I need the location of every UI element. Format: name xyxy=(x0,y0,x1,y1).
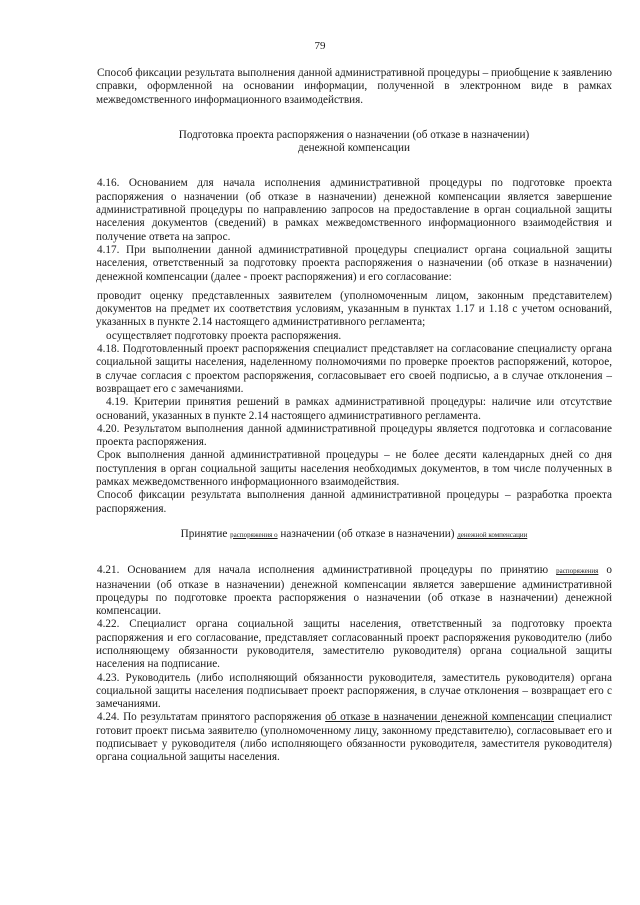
paragraph-4-18: 4.18. Подготовленный проект распоряжения специалист представляет на согласование специалисту органа социальной защиты населения, наделенному полномочиями по проверке проектов распоряжений, которое, в случае согласия с проектом распоряжения, согласовывает его своей подписью, а в случае отклонения – возвращает его с замечаниями. xyxy=(96,343,612,395)
section-heading-decision xyxy=(96,528,612,542)
paragraph-fixation-method: Способ фиксации результата выполнения данной административной процедуры – приобщение к заявлению справки, оформленной на основании информации, полученной в электронном виде в рамках межведомственного информационного взаимодействия. xyxy=(96,67,613,106)
paragraph-4-21-small: распоряжения xyxy=(556,567,599,576)
paragraph-4-20-fixation: Способ фиксации результата выполнения данной административной процедуры – разработка проекта распоряжения. xyxy=(96,489,612,515)
heading-decision-part-2: распоряжения о xyxy=(230,530,278,539)
paragraph-4-19: 4.19. Критерии принятия решений в рамках административной процедуры: наличие или отсутствие оснований, указанных в пункте 2.14 настоящего административного регламента. xyxy=(96,396,612,422)
paragraph-4-17-assessment: проводит оценку представленных заявителем (уполномоченным лицом, законным представителем) документов на предмет их соответствия условиям, указанным в пунктах 1.17 и 1.18 с учетом оснований, указанных в пункте 2.14 настоящего административного регламента; xyxy=(96,289,612,329)
heading-decision-part-1: Принятие xyxy=(180,527,228,540)
section-heading-line-1: Подготовка проекта распоряжения о назначении (об отказе в назначении) xyxy=(178,128,530,141)
paragraph-4-17-preparation: осуществляет подготовку проекта распоряжения. xyxy=(106,329,342,342)
paragraph-4-20-deadline: Срок выполнения данной административной процедуры – не более десяти календарных дней со дня поступления в орган социальной защиты населения необходимых документов, в том числе полученных в рамках межведомственного информационного взаимодействия. xyxy=(96,449,612,489)
section-heading-line-2: денежной компенсации xyxy=(298,142,410,155)
paragraph-4-21: 4.21. Основанием для начала исполнения административной процедуры по принятию распоряжения о назначении (об отказе в назначении) денежной компенсации является завершение административной процедуры по подготовке проекта распоряжения о назначении (об отказе в назначении) денежной компенсации. xyxy=(96,564,613,618)
paragraph-4-20: 4.20. Результатом выполнения данной административной процедуры является подготовка и согласование проекта распоряжения. xyxy=(96,422,612,449)
paragraph-4-23: 4.23. Руководитель (либо исполняющий обязанности руководителя, заместитель руководителя) органа социальной защиты населения подписывает проект распоряжения, в случае отклонения – возвращает его с замечаниями. xyxy=(96,671,612,711)
heading-decision-part-3: назначении (об отказе в назначении) xyxy=(280,527,455,540)
paragraph-4-24-underlined: об отказе в назначении денежной компенсации xyxy=(325,711,554,724)
heading-decision-part-4: денежной компенсации xyxy=(457,530,528,539)
paragraph-4-16: 4.16. Основанием для начала исполнения административной процедуры по подготовке проекта распоряжения о назначении (об отказе в назначении) денежной компенсации является завершение административной процедуры по направлению запросов на предоставление в орган социальной защиты населения документов (сведений) в рамках межведомственного информационного взаимодействия и получение ответа на запрос. xyxy=(96,177,612,243)
page-number: 79 xyxy=(314,40,326,52)
paragraph-4-22: 4.22. Специалист органа социальной защиты населения, ответственный за подготовку проекта распоряжения и его согласование, представляет согласованный проект распоряжения руководителю (либо исполняющему обязанности руководителя, заместителю руководителя) органа социальной защиты населения на подписание. xyxy=(96,618,612,671)
paragraph-4-24: 4.24. По результатам принятого распоряжения об отказе в назначении денежной компенсации специалист готовит проект письма заявителю (уполномоченному лицу, законному представителю), согласовывает его и подписывает у руководителя (либо исполняющего обязанности руководителя, заместителя руководителя) органа социальной защиты населения. xyxy=(96,711,613,764)
document-body xyxy=(96,67,612,765)
paragraph-4-17: 4.17. При выполнении данной административной процедуры специалист органа социальной защиты населения, ответственный за подготовку проекта распоряжения о назначении (об отказе в назначении) денежной компенсации (далее - проект распоряжения) и его согласование: xyxy=(96,243,612,283)
